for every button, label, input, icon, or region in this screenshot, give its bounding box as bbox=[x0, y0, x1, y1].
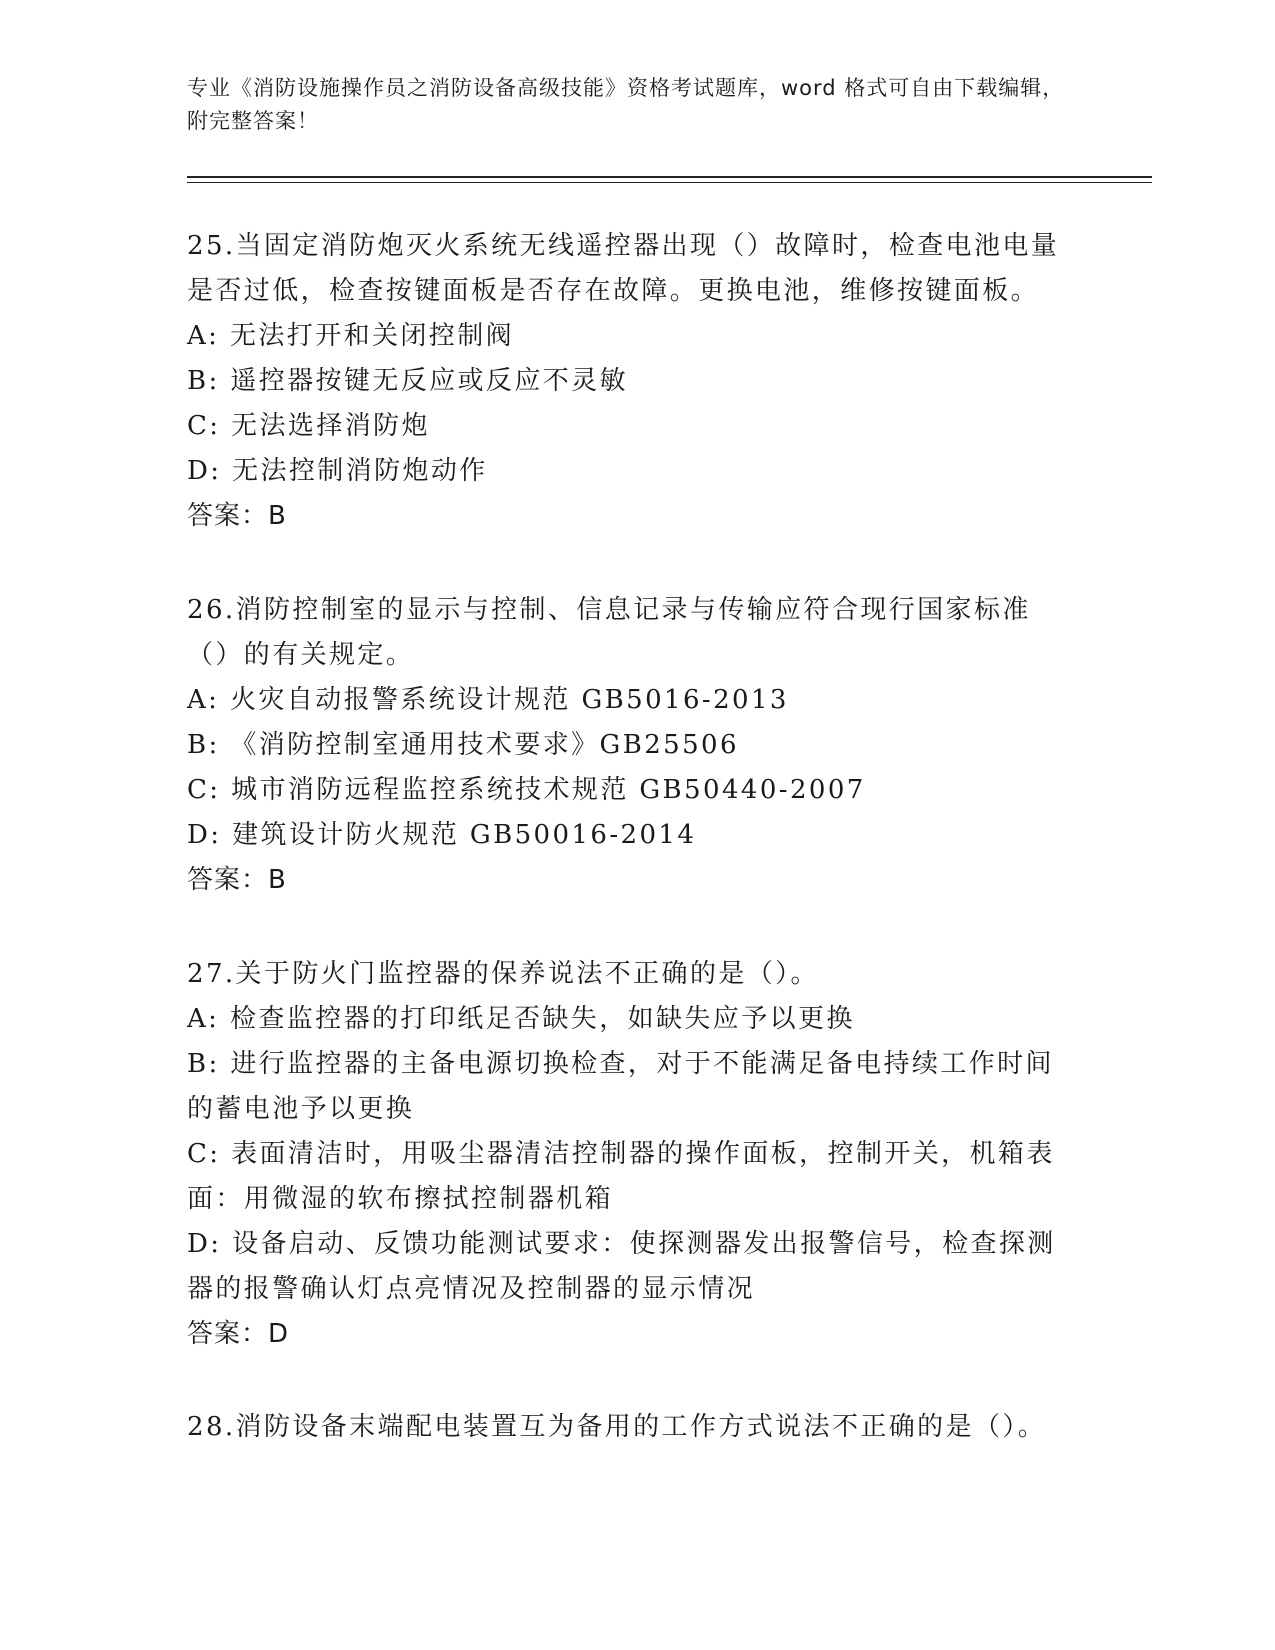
option-b: B: 《消防控制室通用技术要求》GB25506 bbox=[187, 730, 739, 760]
option-a: A: 无法打开和关闭控制阀 bbox=[187, 321, 515, 351]
option-d: D: 无法控制消防炮动作 bbox=[187, 456, 488, 486]
question-stem: 25.当固定消防炮灭火系统无线遥控器出现（）故障时，检查电池电量是否过低，检查按键面板是否存在故障。更换电池，维修按键面板。 bbox=[187, 231, 1060, 306]
document-header: 专业《消防设施操作员之消防设备高级技能》资格考试题库，word 格式可自由下载编辑，附完整答案！ bbox=[187, 76, 1065, 133]
answer-label: 答案：B bbox=[187, 865, 287, 895]
answer-label: 答案：B bbox=[187, 501, 287, 531]
question-stem: 28.消防设备末端配电装置互为备用的工作方式说法不正确的是（）。 bbox=[187, 1412, 1047, 1442]
question-25 bbox=[187, 224, 1067, 539]
answer-label: 答案：D bbox=[187, 1319, 290, 1349]
option-c: C: 城市消防远程监控系统技术规范 GB50440-2007 bbox=[187, 775, 866, 805]
question-27 bbox=[187, 952, 1067, 1357]
header-divider-thin bbox=[187, 182, 1152, 183]
header-divider bbox=[187, 176, 1152, 178]
option-b: B: 遥控器按键无反应或反应不灵敏 bbox=[187, 366, 628, 396]
question-28 bbox=[187, 1405, 1067, 1450]
option-a: A: 检查监控器的打印纸足否缺失，如缺失应予以更换 bbox=[187, 1004, 855, 1034]
option-d: D: 设备启动、反馈功能测试要求：使探测器发出报警信号，检查探测器的报警确认灯点亮情况及控制器的显示情况 bbox=[187, 1229, 1056, 1304]
question-26 bbox=[187, 588, 1067, 903]
option-b: B: 进行监控器的主备电源切换检查，对于不能满足备电持续工作时间的蓄电池予以更换 bbox=[187, 1049, 1054, 1124]
option-d: D: 建筑设计防火规范 GB50016-2014 bbox=[187, 820, 697, 850]
question-stem: 27.关于防火门监控器的保养说法不正确的是（）。 bbox=[187, 959, 819, 989]
option-c: C: 无法选择消防炮 bbox=[187, 411, 430, 441]
question-stem: 26.消防控制室的显示与控制、信息记录与传输应符合现行国家标准（）的有关规定。 bbox=[187, 595, 1031, 670]
option-a: A: 火灾自动报警系统设计规范 GB5016-2013 bbox=[187, 685, 789, 715]
option-c: C: 表面清洁时，用吸尘器清洁控制器的操作面板，控制开关，机箱表面：用微湿的软布擦拭控制器机箱 bbox=[187, 1139, 1055, 1214]
